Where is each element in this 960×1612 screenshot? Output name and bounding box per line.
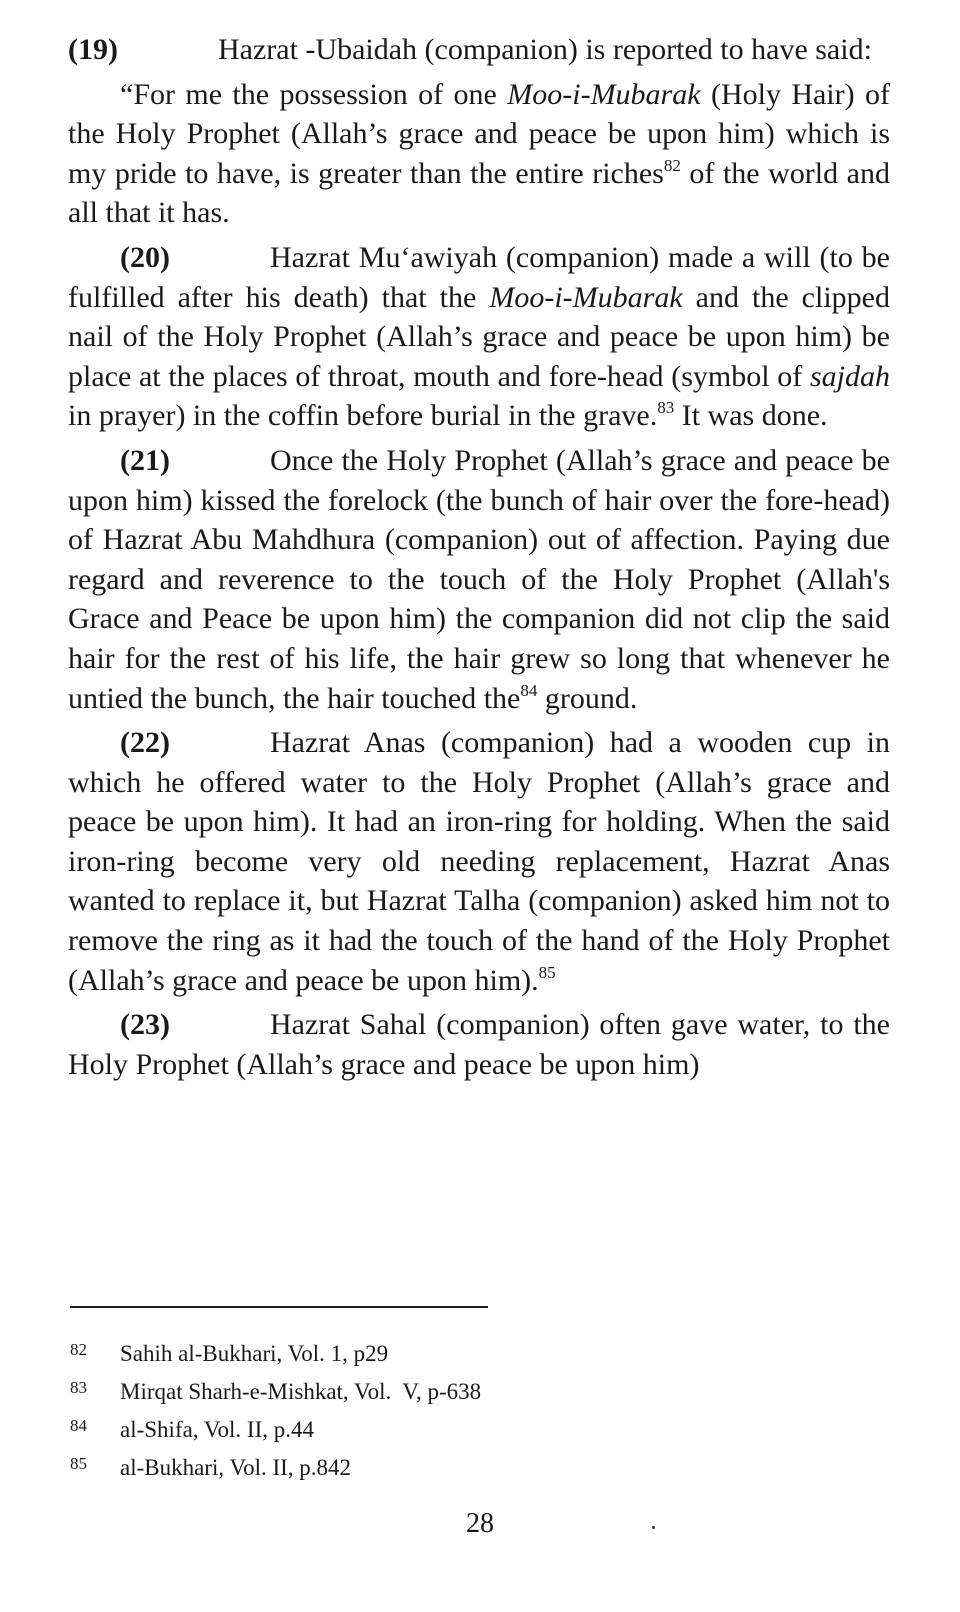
paragraph-text: (Holy Hair) of the Holy Prophet (Allah’s grace and peace be upon him) which is my pride to have, is greater than the entire riches: [68, 77, 890, 190]
quotation-paragraph: [68, 75, 890, 233]
paragraph-number: (22): [120, 726, 170, 760]
footnote-text: Sahih al-Bukhari, Vol. 1, p29: [120, 1341, 389, 1366]
paragraph-20: [68, 238, 890, 436]
footnote-item: [70, 1333, 770, 1371]
paragraph-text: “For me the possession of one: [120, 77, 508, 111]
paragraph-number: (23): [120, 1008, 170, 1042]
footnote-item: [70, 1409, 770, 1447]
footnote-ref-84: 84: [520, 680, 538, 700]
page-number: 28: [466, 1508, 494, 1539]
paragraph-number: (20): [120, 240, 170, 274]
paragraph-text: Hazrat Mu‘awiyah (companion) made a will (to be fulfilled after his death) that the: [68, 240, 890, 314]
paragraph-text: Once the Holy Prophet (Allah’s grace and peace be upon him) kissed the forelock (the bunch of hair over the fore-head) of Hazrat Abu Mahdhura (companion) out of affection. Paying due regard and reverence to the touch of the Holy Prophet (Allah's Grace and Peace be upon him) the companion did not clip the said hair for the rest of his life, the hair grew so long that whenever he untied the bunch, the hair touched the: [68, 443, 890, 715]
footnote-number: 85: [70, 1454, 87, 1473]
footnote-ref-83: 83: [657, 398, 675, 418]
footnote-ref-85: 85: [538, 962, 556, 982]
footnote-item: [70, 1447, 770, 1485]
footnote-text: al-Shifa, Vol. II, p.44: [120, 1417, 314, 1442]
italic-term: Moo-i-Mubarak: [489, 280, 683, 314]
paragraph-19: [68, 30, 890, 70]
footnote-ref-82: 82: [663, 155, 681, 175]
paragraph-number: (21): [120, 443, 170, 477]
paragraph-text: of the world and all that it has.: [68, 156, 890, 230]
paragraph-23: [68, 1005, 890, 1084]
footnote-number: 84: [70, 1416, 87, 1435]
paragraph-text: Hazrat Anas (companion) had a wooden cup in which he offered water to the Holy Prophet (Allah’s grace and peace be upon him). It had an iron-ring for holding. When the said iron-ring become very old needing replacement, Hazrat Anas wanted to replace it, but Hazrat Talha (companion) asked him not to remove the ring as it had the touch of the hand of the Holy Prophet (Allah’s grace and peace be upon him).: [68, 726, 890, 997]
main-text: [68, 30, 890, 1089]
footnote-text: Mirqat Sharh-e-Mishkat, Vol. V, p-638: [120, 1379, 482, 1404]
footnote-item: [70, 1371, 770, 1409]
italic-term: Moo-i-Mubarak: [507, 77, 701, 111]
footnote-number: 83: [70, 1378, 87, 1397]
footnotes: [70, 1333, 770, 1485]
paragraph-text: Hazrat Sahal (companion) often gave water, to the Holy Prophet (Allah’s grace and peace be upon him): [68, 1008, 890, 1081]
paragraph-text: and the clipped nail of the Holy Prophet (Allah’s grace and peace be upon him) be place at the places of throat, mouth and fore-head (symbol of: [68, 280, 890, 393]
paragraph-22: [68, 723, 890, 1000]
footnote-divider: [70, 1306, 488, 1308]
paragraph-text: It was done.: [674, 399, 828, 433]
footnote-text: al-Bukhari, Vol. II, p.842: [120, 1455, 352, 1480]
paragraph-text: in prayer) in the coffin before burial in the grave.: [68, 399, 658, 433]
paragraph-text: Hazrat -Ubaidah (companion) is reported to have said:: [218, 33, 872, 66]
paragraph-21: [68, 441, 890, 718]
footnote-number: 82: [70, 1340, 87, 1359]
paragraph-text: ground.: [537, 681, 638, 715]
italic-term: sajdah: [809, 359, 890, 393]
scan-speck: [652, 1526, 655, 1529]
paragraph-number: (19): [68, 33, 118, 66]
